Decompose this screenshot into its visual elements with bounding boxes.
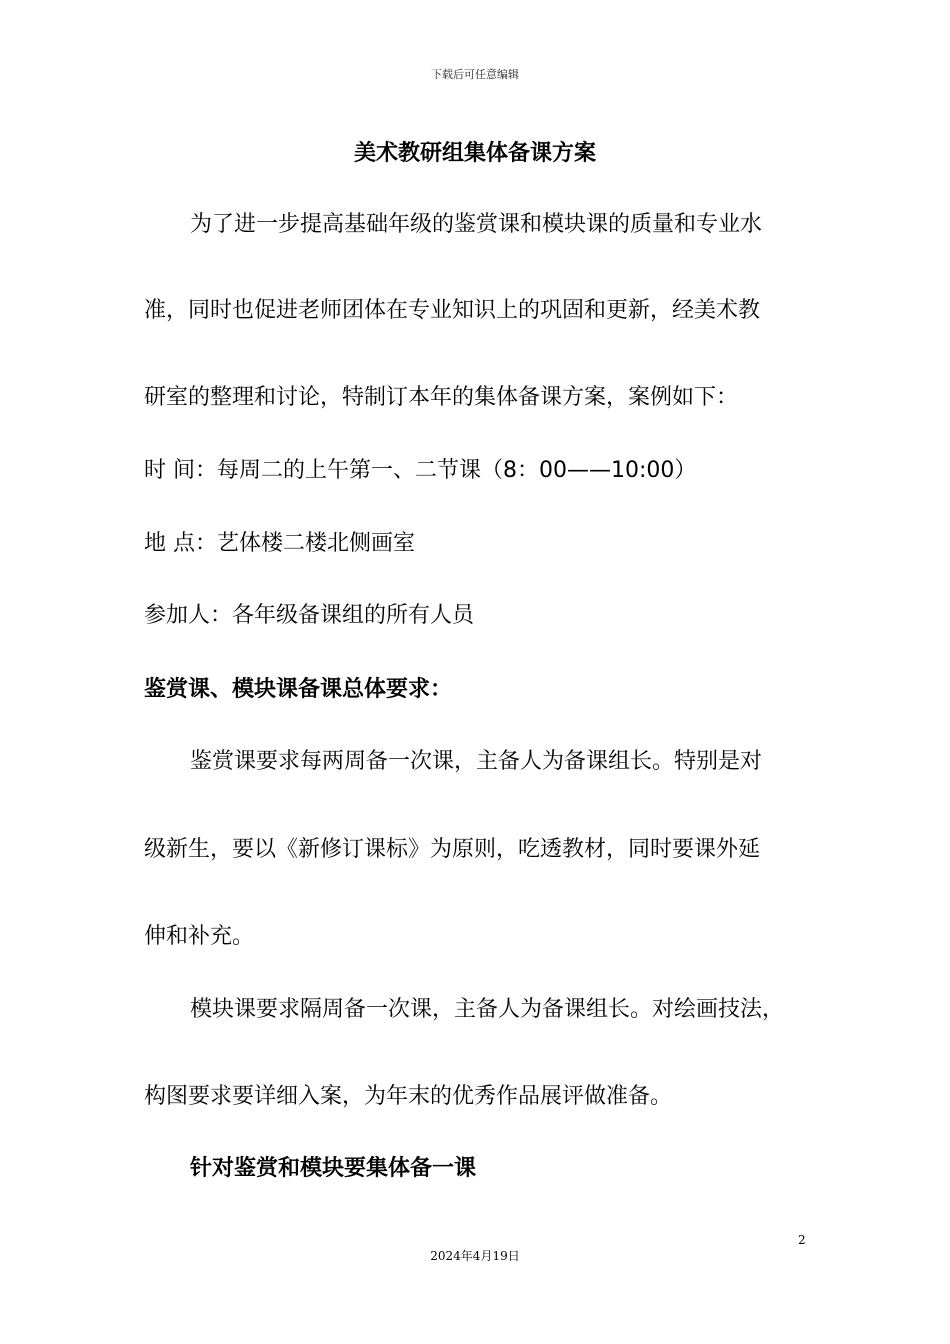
place-info: 地 点：艺体楼二楼北侧画室 <box>144 531 415 556</box>
appreciation-line-3: 伸和补充。 <box>144 924 255 949</box>
page-number: 2 <box>798 1233 806 1247</box>
appreciation-line-1: 鉴赏课要求每两周备一次课，主备人为备课组长。特别是对 <box>190 749 763 774</box>
intro-line-3: 研室的整理和讨论，特制订本年的集体备课方案，案例如下： <box>144 385 739 410</box>
intro-line-2: 准，同时也促进老师团体在专业知识上的巩固和更新，经美术教 <box>144 298 761 323</box>
document-title: 美术教研组集体备课方案 <box>353 141 596 166</box>
module-line-2: 构图要求要详细入案，为年末的优秀作品展评做准备。 <box>144 1084 673 1109</box>
module-line-1: 模块课要求隔周备一次课，主备人为备课组长。对绘画技法， <box>190 997 785 1022</box>
footer-date: 2024年4月19日 <box>430 1249 520 1263</box>
intro-line-1: 为了进一步提高基础年级的鉴赏课和模块课的质量和专业水 <box>190 212 763 237</box>
requirements-heading: 鉴赏课、模块课备课总体要求： <box>144 677 453 702</box>
section-heading: 针对鉴赏和模块要集体备一课 <box>190 1156 477 1181</box>
participants-info: 参加人：各年级备课组的所有人员 <box>144 603 475 628</box>
appreciation-line-2: 级新生，要以《新修订课标》为原则，吃透教材，同时要课外延 <box>144 837 761 862</box>
time-info: 时 间：每周二的上午第一、二节课（8：00——10:00） <box>144 458 697 483</box>
header-note: 下载后可任意编辑 <box>431 68 519 81</box>
